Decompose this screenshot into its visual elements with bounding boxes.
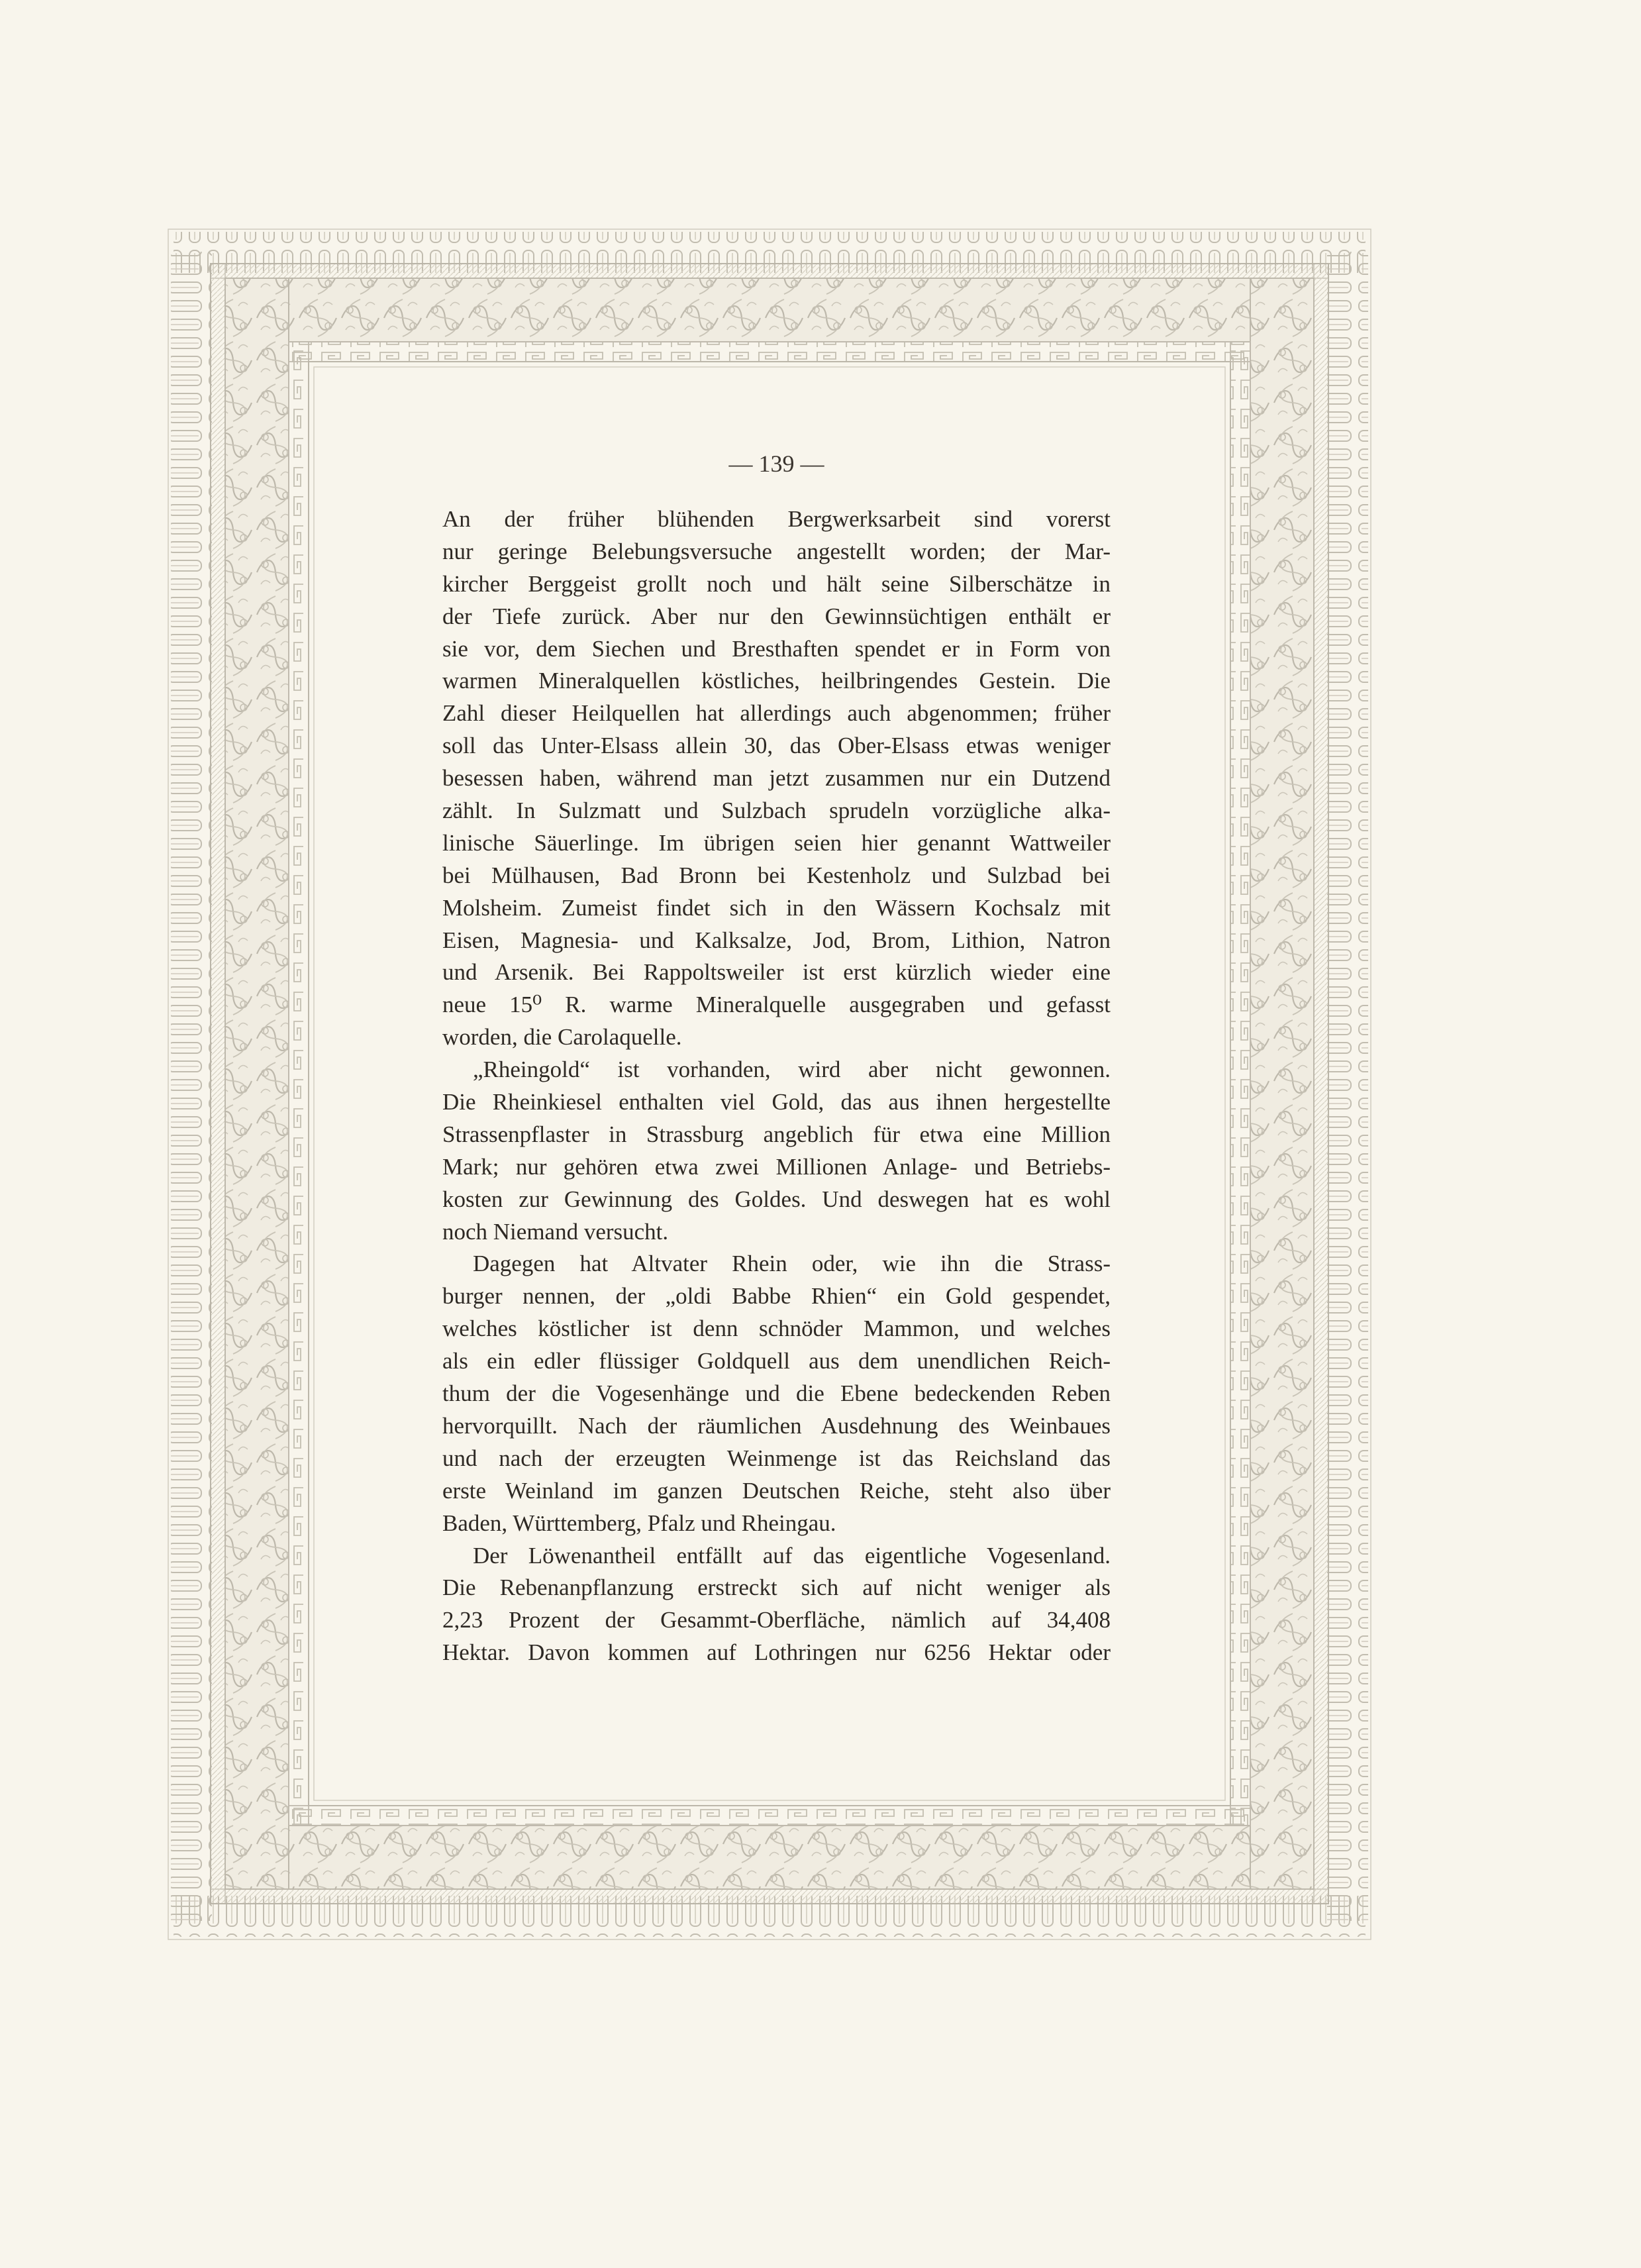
text-line: welches köstlicher ist denn schnöder Mammon, und welches [442,1315,1111,1342]
text-line: Der Löwenantheil entfällt auf das eigentliche Vogesenland. [473,1542,1111,1569]
text-line: Eisen, Magnesia- und Kalksalze, Jod, Brom, Lithion, Natron [442,927,1111,953]
text-line: Baden, Württemberg, Pfalz und Rheingau. [442,1510,836,1536]
text-line: bei Mülhausen, Bad Bronn bei Kestenholz und Sulzbad bei [442,862,1111,888]
text-line: 2,23 Prozent der Gesammt-Oberfläche, nämlich auf 34,408 [442,1607,1111,1633]
text-line: Zahl dieser Heilquellen hat allerdings auch abgenommen; früher [442,700,1111,727]
text-line: Dagegen hat Altvater Rhein oder, wie ihn die Strass- [473,1251,1111,1277]
page-text [442,444,1111,1676]
text-line: noch Niemand versucht. [442,1218,669,1245]
text-line: zählt. In Sulzmatt und Sulzbach sprudeln vorzügliche alka- [442,798,1111,824]
text-line: der Tiefe zurück. Aber nur den Gewinnsüchtigen enthält er [442,603,1111,629]
text-line: warmen Mineralquellen köstliches, heilbringendes Gestein. Die [442,668,1111,694]
page-number: — 139 — [728,450,824,477]
text-line: neue 15⁰ R. warme Mineralquelle ausgegraben und gefasst [442,992,1111,1018]
text-line: Hektar. Davon kommen auf Lothringen nur 6256 Hektar oder [442,1639,1111,1666]
text-line: „Rheingold“ ist vorhanden, wird aber nicht gewonnen. [473,1057,1111,1083]
text-line: besessen haben, während man jetzt zusammen nur ein Dutzend [442,765,1111,792]
text-line: hervorquillt. Nach der räumlichen Ausdehnung des Weinbaues [442,1412,1111,1439]
text-line: thum der die Vogesenhänge und die Ebene bedeckenden Reben [442,1380,1111,1407]
text-line: als ein edler flüssiger Goldquell aus dem unendlichen Reich- [442,1348,1111,1374]
text-line: kosten zur Gewinnung des Goldes. Und deswegen hat es wohl [442,1186,1111,1212]
text-line: und nach der erzeugten Weinmenge ist das Reichsland das [442,1445,1111,1471]
text-line: erste Weinland im ganzen Deutschen Reiche, steht also über [442,1477,1111,1504]
text-line: An der früher blühenden Bergwerksarbeit sind vorerst [442,506,1111,532]
text-line: sie vor, dem Siechen und Bresthaften spendet er in Form von [442,635,1111,662]
text-line: worden, die Carolaquelle. [442,1024,682,1051]
text-line: linische Säuerlinge. Im übrigen seien hier genannt Wattweiler [442,829,1111,856]
text-line: Mark; nur gehören etwa zwei Millionen Anlage- und Betriebs- [442,1153,1111,1180]
text-line: burger nennen, der „oldi Babbe Rhien“ ein Gold gespendet, [442,1283,1111,1310]
text-line: und Arsenik. Bei Rappoltsweiler ist erst kürzlich wieder eine [442,959,1111,986]
text-line: soll das Unter-Elsass allein 30, das Ober-Elsass etwas weniger [442,733,1111,759]
text-line: Die Rheinkiesel enthalten viel Gold, das aus ihnen hergestellte [442,1089,1111,1115]
text-line: Die Rebenanpflanzung erstreckt sich auf nicht weniger als [442,1574,1111,1601]
text-line: nur geringe Belebungsversuche angestellt worden; der Mar- [442,538,1111,564]
text-line: Molsheim. Zumeist findet sich in den Wässern Kochsalz mit [442,894,1111,921]
text-line: Strassenpflaster in Strassburg angeblich für etwa eine Million [442,1121,1111,1147]
text-line: kircher Berggeist grollt noch und hält seine Silberschätze in [442,570,1111,597]
